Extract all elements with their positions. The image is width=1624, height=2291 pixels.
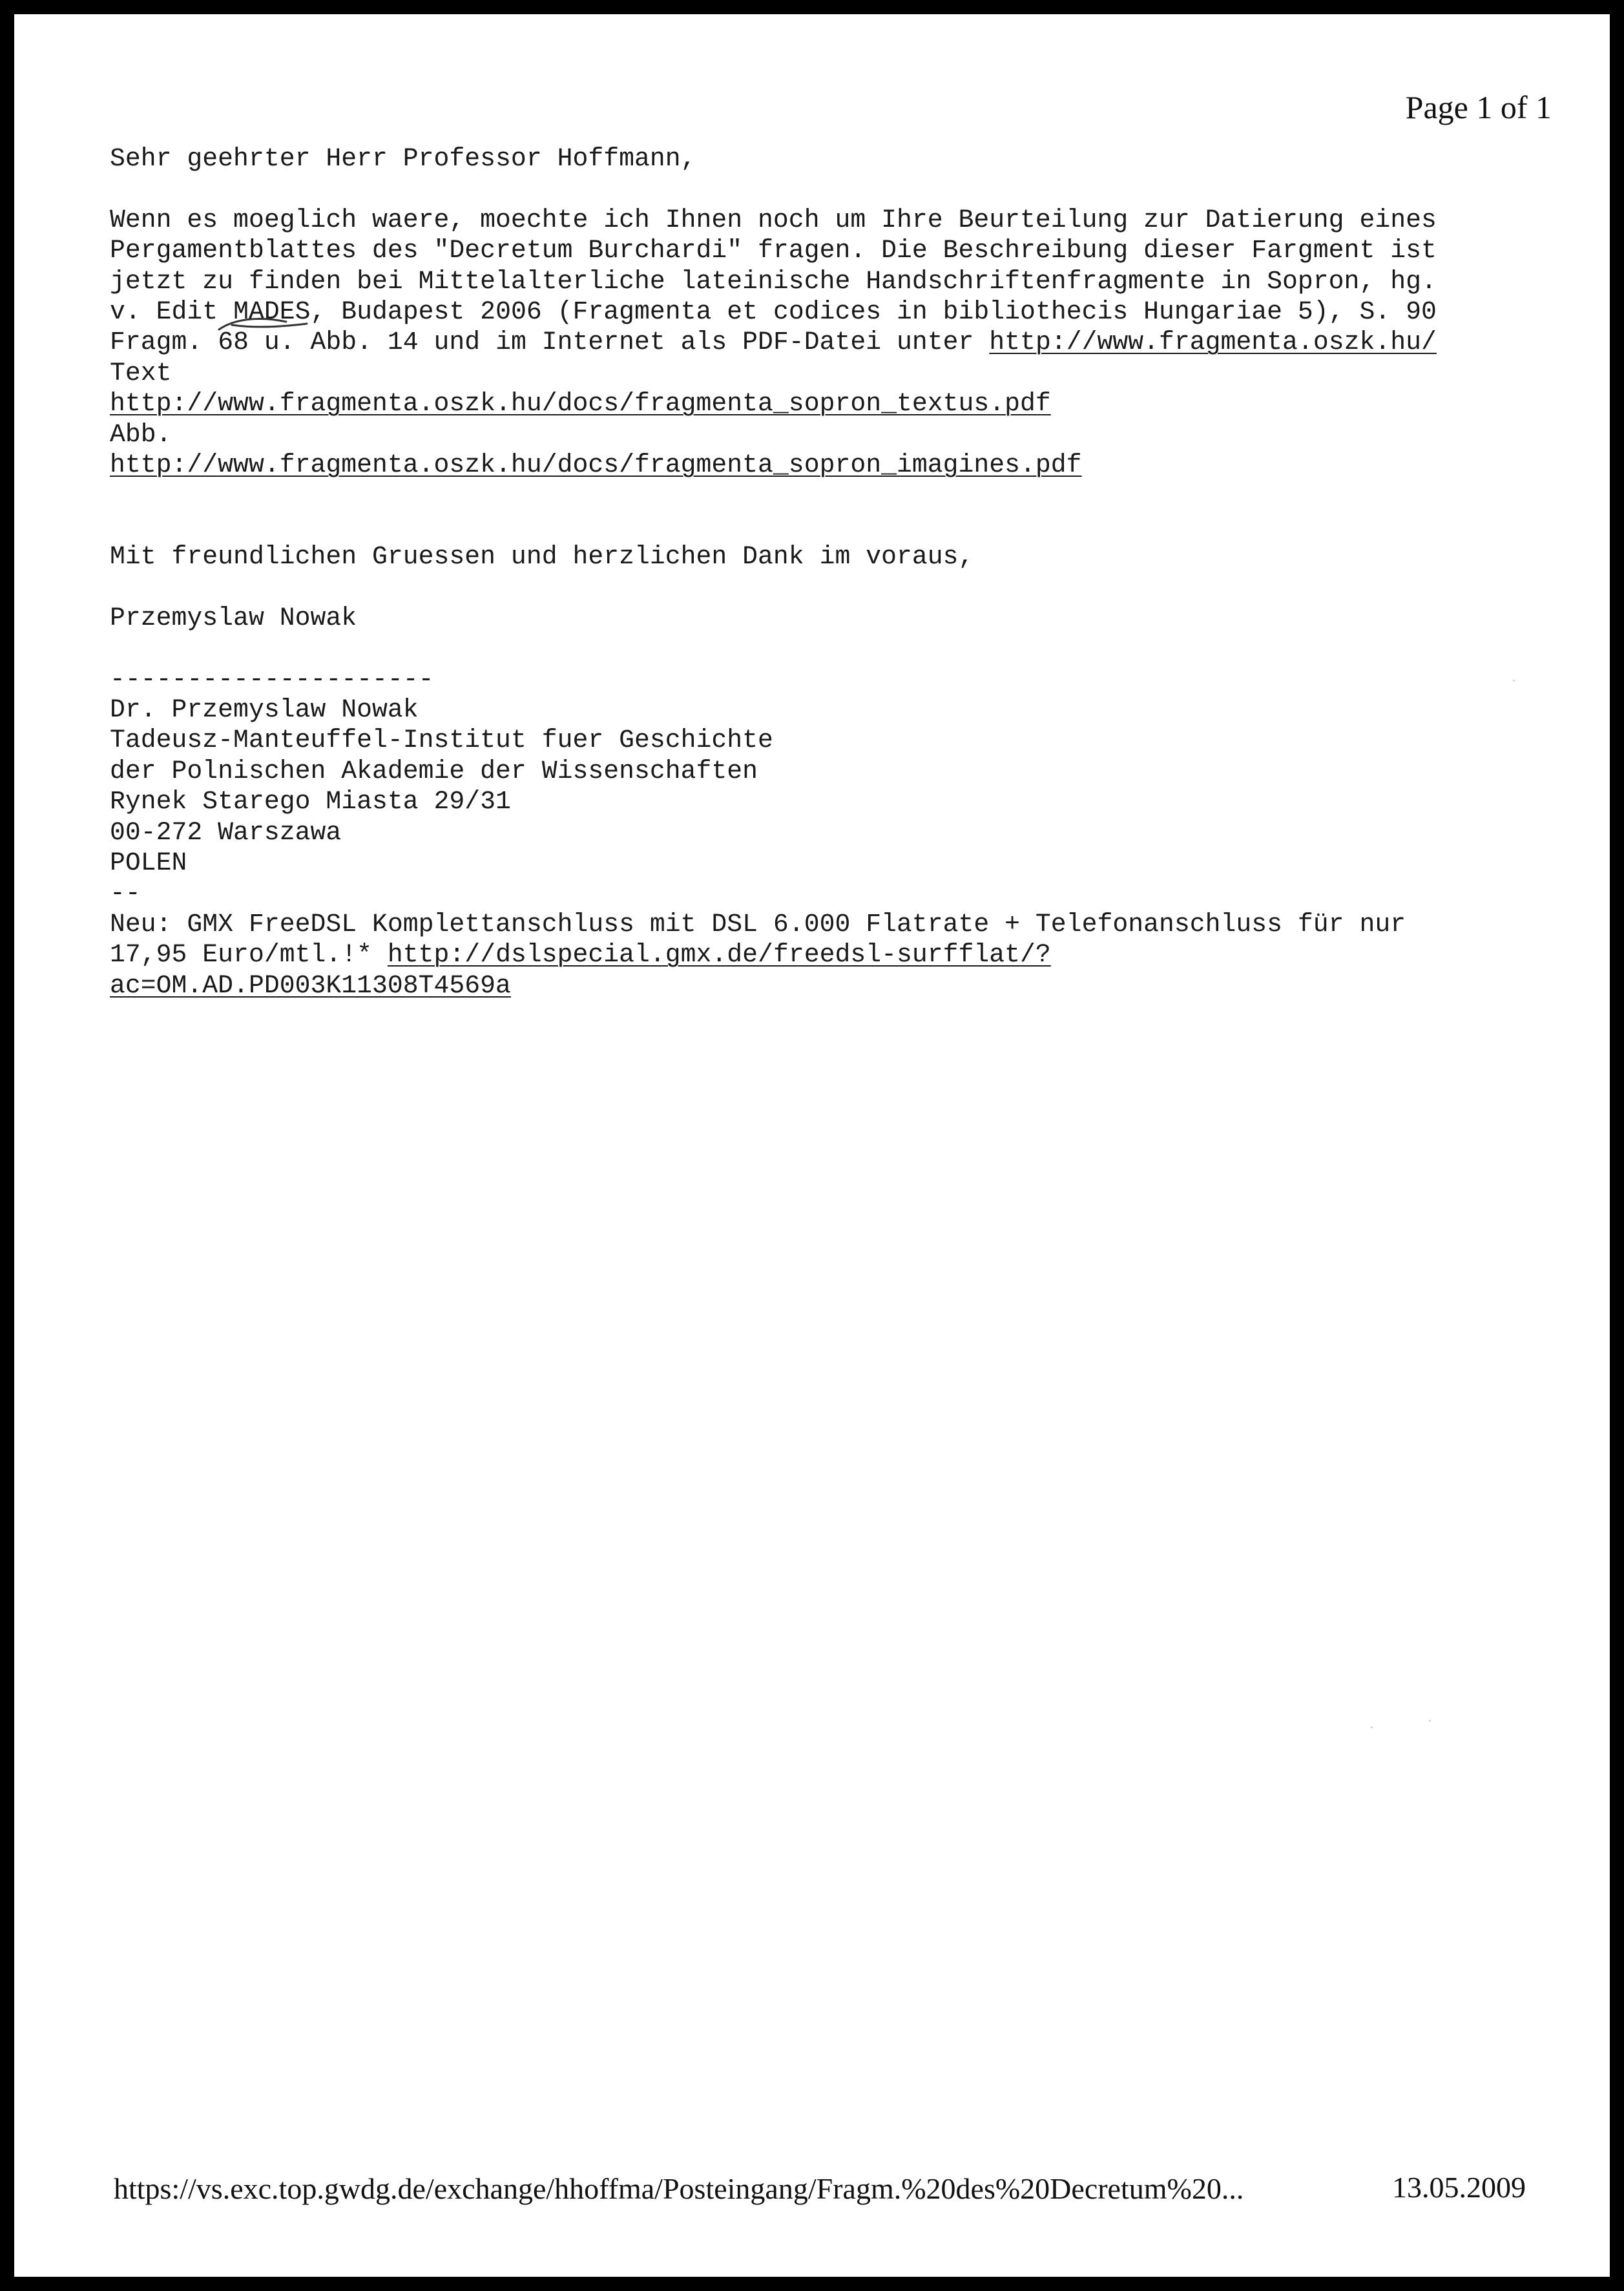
scan-speck: [1429, 1720, 1431, 1722]
ad-line-1: Neu: GMX FreeDSL Komplettanschluss mit DSL 6.000 Flatrate + Telefonanschluss für nur: [110, 909, 1406, 939]
closing: Mit freundlichen Gruessen und herzlichen Dank im voraus,: [110, 542, 974, 572]
blank-line: [110, 633, 1596, 664]
handwritten-arc-mark-word: [218, 327, 249, 357]
gmx-freedsl-link[interactable]: http://dslspecial.gmx.de/freedsl-surfflat/?: [387, 940, 1051, 970]
paragraph-line-2: Pergamentblattes des "Decretum Burchardi" fragen. Die Beschreibung dieser Fargment ist: [110, 236, 1437, 266]
gmx-freedsl-link-continued[interactable]: ac=OM.AD.PD003K11308T4569a: [110, 970, 511, 1000]
footer-url: https://vs.exc.top.gwdg.de/exchange/hhoffma/Posteingang/Fragm.%20des%20Decretum%20...: [114, 2172, 1244, 2205]
imagines-pdf-link[interactable]: http://www.fragmenta.oszk.hu/docs/fragmenta_sopron_imagines.pdf: [110, 450, 1082, 479]
paragraph-line-3: jetzt zu finden bei Mittelalterliche lateinische Handschriftenfragmente in Sopron, hg.: [110, 266, 1437, 296]
blank-line: [110, 572, 1596, 602]
signature-line-4: Rynek Starego Miasta 29/31: [110, 787, 511, 817]
sender-name: Przemyslaw Nowak: [110, 603, 357, 633]
abb-label: Abb.: [110, 419, 172, 449]
greeting: Sehr geehrter Herr Professor Hoffmann,: [110, 144, 696, 173]
signature-line-6: POLEN: [110, 848, 187, 877]
email-body: [110, 143, 1596, 1001]
paragraph-line-4: [110, 297, 1596, 327]
ad-line-2-prefix: 17,95 Euro/mtl.!*: [110, 940, 388, 970]
fragmenta-home-link[interactable]: http://www.fragmenta.oszk.hu/: [989, 328, 1437, 357]
text-label: Text: [110, 358, 172, 388]
scan-speck: [1513, 680, 1515, 682]
signature-separator: ---------------------: [110, 664, 434, 694]
document-page: [14, 14, 1610, 2277]
paragraph-line-4-prefix: v. Edit: [110, 297, 234, 326]
blank-line: [110, 174, 1596, 204]
abb-link-line: [110, 450, 1596, 480]
page-number: Page 1 of 1: [1405, 89, 1552, 125]
signature-line-3: der Polnischen Akademie der Wissenschaften: [110, 756, 758, 786]
paragraph-line-5-middle: u. Abb. 14 und im Internet als PDF-Datei unter: [248, 328, 990, 357]
paragraph-line-5: [110, 327, 1596, 357]
signature-dashes: --: [110, 879, 141, 908]
paragraph-line-5-prefix: Fragm.: [110, 328, 218, 357]
textus-pdf-link[interactable]: http://www.fragmenta.oszk.hu/docs/fragmenta_sopron_textus.pdf: [110, 389, 1051, 419]
ad-line-3: [110, 970, 1596, 1001]
scan-speck: [1371, 1726, 1373, 1728]
signature-line-2: Tadeusz-Manteuffel-Institut fuer Geschichte: [110, 726, 773, 755]
signature-line-1: Dr. Przemyslaw Nowak: [110, 695, 419, 725]
arc-marked-text: 68: [218, 328, 249, 357]
blank-lines: [110, 480, 1596, 541]
ad-line-2: [110, 939, 1596, 970]
pen-arc-mark: [216, 317, 287, 332]
underlined-word-text: MADES: [233, 297, 311, 326]
signature-line-5: 00-272 Warszawa: [110, 817, 342, 847]
footer-date: 13.05.2009: [1392, 2171, 1526, 2204]
paragraph-line-1: Wenn es moeglich waere, moechte ich Ihnen noch um Ihre Beurteilung zur Datierung eines: [110, 205, 1437, 235]
text-link-line: [110, 388, 1596, 419]
paragraph-line-4-suffix: , Budapest 2006 (Fragmenta et codices in bibliothecis Hungariae 5), S. 90: [310, 297, 1437, 326]
